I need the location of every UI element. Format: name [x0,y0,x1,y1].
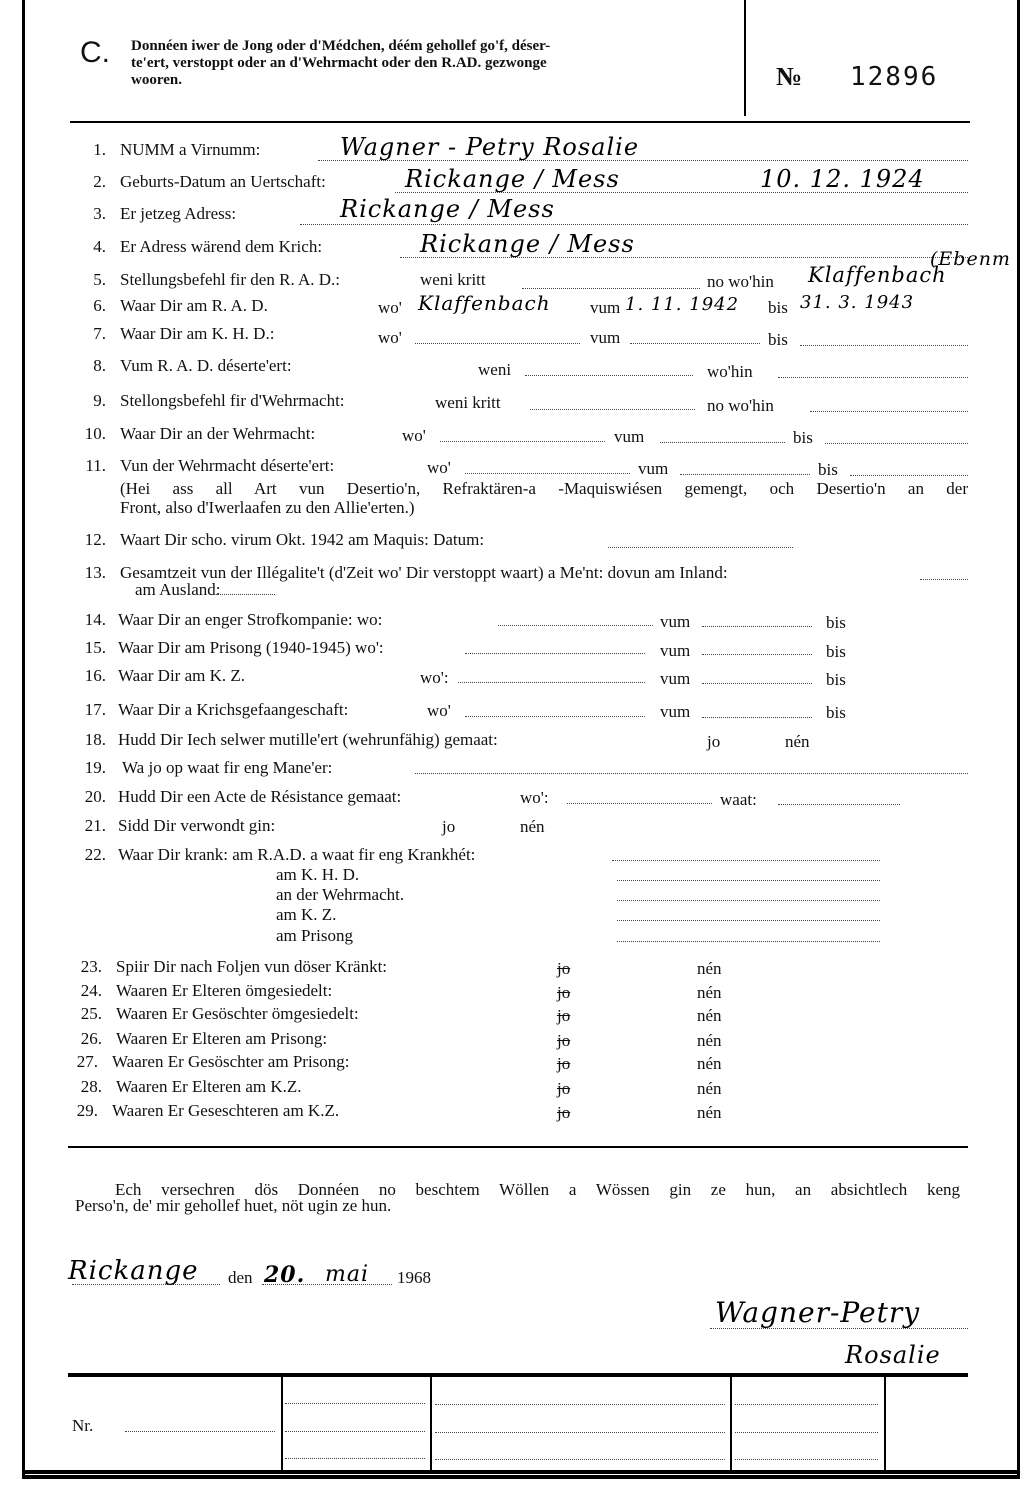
field-label: vum [660,669,691,688]
row-number: 28. [80,1077,102,1096]
row-label: Hudd Dir een Acte de Résistance gemaat: [118,787,402,806]
field-label: no wo'hin [707,396,774,415]
input-dots[interactable] [530,409,695,410]
handwritten-address: Rickange / Mess [340,195,555,223]
header-title-3: wooren. [131,72,182,88]
footer-col-divider [281,1377,283,1472]
row-label: Sidd Dir verwondt gin: [118,816,276,835]
option-no[interactable]: nén [697,983,722,1002]
row-label: Vum R. A. D. déserte'ert: [120,356,292,375]
footer-bottom-rule [22,1470,1020,1474]
option-no[interactable]: nén [697,1006,722,1025]
row-label: Hudd Dir Iech selwer mutille'ert (wehrunfähig) gemaat: [118,730,498,749]
field-label: vum [660,612,691,631]
input-dots[interactable] [617,900,880,901]
row-label: Waaren Er Geseschteren am K.Z. [112,1101,340,1120]
input-dots[interactable] [465,716,645,717]
border-bottom [22,1475,1020,1479]
input-dots[interactable] [617,880,880,881]
row-number: 22. [84,845,106,864]
row-number: 17. [84,700,106,719]
input-dots[interactable] [458,682,645,683]
field-label: bis [818,460,838,479]
field-label: wo' [427,458,451,477]
row-number: 8. [93,356,106,375]
row-number: 18. [84,730,106,749]
field-label: wo': [420,668,449,687]
footer-dots[interactable] [735,1459,878,1460]
row-label: Waar Dir a Krichsgefaangeschaft: [118,700,349,719]
input-dots[interactable] [608,547,793,548]
input-dots[interactable] [567,803,712,804]
input-dots[interactable] [778,804,900,805]
row-number: 1. [93,140,106,159]
field-label: am Ausland: [135,580,221,599]
footer-dots[interactable] [285,1458,425,1459]
border-left [22,0,25,1478]
input-dots[interactable] [415,343,580,344]
input-dots[interactable] [702,717,812,718]
row-label: Waar Dir am R. A. D. [120,296,268,315]
row-number: 29. [76,1101,98,1120]
field-label: vum [590,328,621,347]
input-dots[interactable] [415,773,968,774]
footer-col-divider [730,1377,732,1472]
option-yes[interactable]: jo [442,817,456,836]
input-dots[interactable] [465,473,630,474]
field-label: bis [826,703,846,722]
row-label: Waar Dir am K. Z. [118,666,246,685]
footer-col-divider [430,1377,432,1472]
sub-label: an der Wehrmacht. [276,885,405,904]
row-label: Waar Dir an der Wehrmacht: [120,424,316,443]
row-number: 12. [84,530,106,549]
declaration-line-2: Perso'n, de' mir gehollef huet, nöt ugin ze hun. [75,1196,392,1215]
footer-dots[interactable] [285,1403,425,1404]
handwritten-day: 20. [264,1262,306,1288]
row-number: 3. [93,204,106,223]
option-no[interactable]: nén [785,732,810,751]
field-label: wo': [520,788,549,807]
sub-label: am Prisong [276,926,353,945]
field-label: weni [478,360,512,379]
header-divider [744,0,746,116]
year-printed: 1968 [397,1268,431,1287]
input-dots[interactable] [630,343,760,344]
row-number: 11. [85,456,106,475]
row-label: Waaren Er Gesöschter ömgesiedelt: [116,1004,359,1023]
row-number: 7. [93,324,106,343]
row-note: Front, also d'Iwerlaafen zu den Allie'erten.) [120,498,415,517]
row-label: Er jetzeg Adress: [120,204,237,223]
input-dots[interactable] [920,579,968,580]
declaration-line-1: Ech versechren dös Donnéen no beschtem Wöllen a Wössen gin ze hun, an absichtlech keng [115,1180,960,1199]
option-yes-struck[interactable]: jo [557,1079,571,1098]
header-rule [70,121,970,123]
footer-col-divider [884,1377,886,1472]
field-label: no wo'hin [707,272,774,291]
row-label: Er Adress wärend dem Krich: [120,237,323,256]
field-label: bis [793,428,813,447]
sub-label: am K. Z. [276,905,337,924]
field-label: weni kritt [420,270,486,289]
field-label: vum [614,427,645,446]
handwritten-war-address: Rickange / Mess [420,230,635,258]
option-no[interactable]: nén [697,1054,722,1073]
option-yes-struck[interactable]: jo [557,1006,571,1025]
section-letter: C. [80,36,110,69]
option-yes-struck[interactable]: jo [557,1103,571,1122]
option-yes-struck[interactable]: jo [557,959,571,978]
row-number: 13. [84,563,106,582]
row-number: 16. [84,666,106,685]
row-number: 2. [93,172,106,191]
row-label: Waart Dir scho. virum Okt. 1942 am Maquis: Datum: [120,530,485,549]
input-dots[interactable] [660,442,785,443]
border-right [1017,0,1020,1478]
option-no[interactable]: nén [697,1103,722,1122]
section-rule [68,1146,968,1148]
number-sign: № [776,62,803,91]
input-dots[interactable] [825,443,968,444]
row-label: Wa jo op waat fir eng Mane'er: [122,758,333,777]
row-number: 27. [76,1052,98,1071]
form-number: 12896 [850,62,939,92]
field-label: vum [660,641,691,660]
nr-label: Nr. [72,1416,94,1435]
field-label: bis [768,298,788,317]
handwritten-place: Rickange [68,1256,199,1286]
header-title-2: te'ert, verstoppt oder an d'Wehrmacht oder den R.AD. gezwonge [131,55,547,71]
signature: Wagner-Petry [715,1296,921,1329]
input-dots[interactable] [617,920,880,921]
input-dots[interactable] [702,626,812,627]
row-number: 6. [93,296,106,315]
input-dots[interactable] [498,625,653,626]
den-label: den [228,1268,253,1287]
field-label: bis [826,670,846,689]
row-label: Waaren Er Elteren ömgesiedelt: [116,981,333,1000]
option-no[interactable]: nén [697,1031,722,1050]
row-number: 24. [80,981,102,1000]
option-yes-struck[interactable]: jo [557,983,571,1002]
field-label: vum [638,459,669,478]
footer-dots[interactable] [735,1404,878,1405]
footer-dots[interactable] [285,1431,425,1432]
row-number: 25. [80,1004,102,1023]
row-label: Waaren Er Elteren am K.Z. [116,1077,302,1096]
row-label: Waaren Er Elteren am Prisong: [116,1029,328,1048]
handwritten-note: (Ebenm [930,248,1011,270]
field-label: vum [660,702,691,721]
signature-firstname: Rosalie [845,1341,941,1369]
field-label: bis [826,642,846,661]
input-dots[interactable] [465,653,645,654]
option-yes-struck[interactable]: jo [557,1054,571,1073]
field-label: bis [826,613,846,632]
option-no[interactable]: nén [520,817,545,836]
input-dots[interactable] [702,683,812,684]
input-dots[interactable] [680,474,810,475]
row-label: Stellongsbefehl fir d'Wehrmacht: [120,391,345,410]
row-label: Geburts-Datum an Uertschaft: [120,172,326,191]
footer-dots[interactable] [735,1432,878,1433]
input-dots[interactable] [810,411,968,412]
handwritten-month: mai [325,1262,370,1287]
input-dots[interactable] [612,860,880,861]
row-label: Stellungsbefehl fir den R. A. D.: [120,270,341,289]
address-field[interactable] [300,224,968,225]
footer-dots[interactable] [435,1459,725,1460]
field-label: bis [768,330,788,349]
row-label: Waaren Er Gesöschter am Prisong: [112,1052,350,1071]
row-label: Waar Dir am Prisong (1940-1945) wo': [118,638,384,657]
row-label: Waar Dir krank: am R.A.D. a waat fir eng Krankhét: [118,845,476,864]
handwritten-to: 31. 3. 1943 [800,292,915,313]
row-label: Waar Dir an enger Strofkompanie: wo: [118,610,383,629]
footer-top-rule [68,1373,968,1377]
row-number: 26. [80,1029,102,1048]
row-number: 4. [93,237,106,256]
row-label: Gesamtzeit vun der Illégalite't (d'Zeit wo' Dir verstoppt waart) a Me'nt: dovun am Inland: [120,563,728,582]
input-dots[interactable] [522,288,700,289]
row-number: 9. [93,391,106,410]
row-number: 23. [80,957,102,976]
header-title-1: Donnéen iwer de Jong oder d'Médchen, déém gehollef go'f, déser- [131,38,551,54]
sub-label: am K. H. D. [276,865,360,884]
row-number: 15. [84,638,106,657]
row-number: 5. [93,270,106,289]
row-note: (Hei ass all Art vun Desertio'n, Refraktären-a -Maquiswiésen gemengt, och Desertio'n an der [120,479,968,498]
handwritten-place: Klaffenbach [418,291,551,315]
row-label: Spiir Dir nach Foljen vun döser Kränkt: [116,957,388,976]
field-label: wo' [402,426,426,445]
row-number: 19. [84,758,106,777]
option-no[interactable]: nén [697,1079,722,1098]
footer-dots[interactable] [435,1404,725,1405]
handwritten-from: 1. 11. 1942 [625,294,740,315]
input-dots[interactable] [440,441,605,442]
input-dots[interactable] [850,475,968,476]
nr-field[interactable] [125,1431,275,1432]
row-label: Vun der Wehrmacht déserte'ert: [120,456,335,475]
row-number: 14. [84,610,106,629]
field-label: wo' [378,298,402,317]
field-label: vum [590,298,621,317]
option-yes-struck[interactable]: jo [557,1031,571,1050]
footer-dots[interactable] [435,1432,725,1433]
input-dots[interactable] [525,375,693,376]
input-dots[interactable] [800,345,968,346]
row-number: 10. [84,424,106,443]
option-no[interactable]: nén [697,959,722,978]
handwritten-birthdate: 10. 12. 1924 [760,165,925,193]
handwritten-birthplace: Rickange / Mess [405,165,620,193]
field-label: wo'hin [707,362,753,381]
field-label: waat: [720,790,757,809]
row-number: 20. [84,787,106,806]
input-dots[interactable] [702,654,812,655]
option-yes[interactable]: jo [707,732,721,751]
field-label: weni kritt [435,393,501,412]
handwritten-destination: Klaffenbach [808,263,947,287]
row-number: 21. [84,816,106,835]
row-label: NUMM a Virnumm: [120,140,261,159]
handwritten-name: Wagner - Petry Rosalie [340,133,640,161]
input-dots[interactable] [617,941,880,942]
input-dots[interactable] [778,377,968,378]
input-dots[interactable] [212,594,275,595]
row-label: Waar Dir am K. H. D.: [120,324,275,343]
field-label: wo' [427,701,451,720]
field-label: wo' [378,328,402,347]
